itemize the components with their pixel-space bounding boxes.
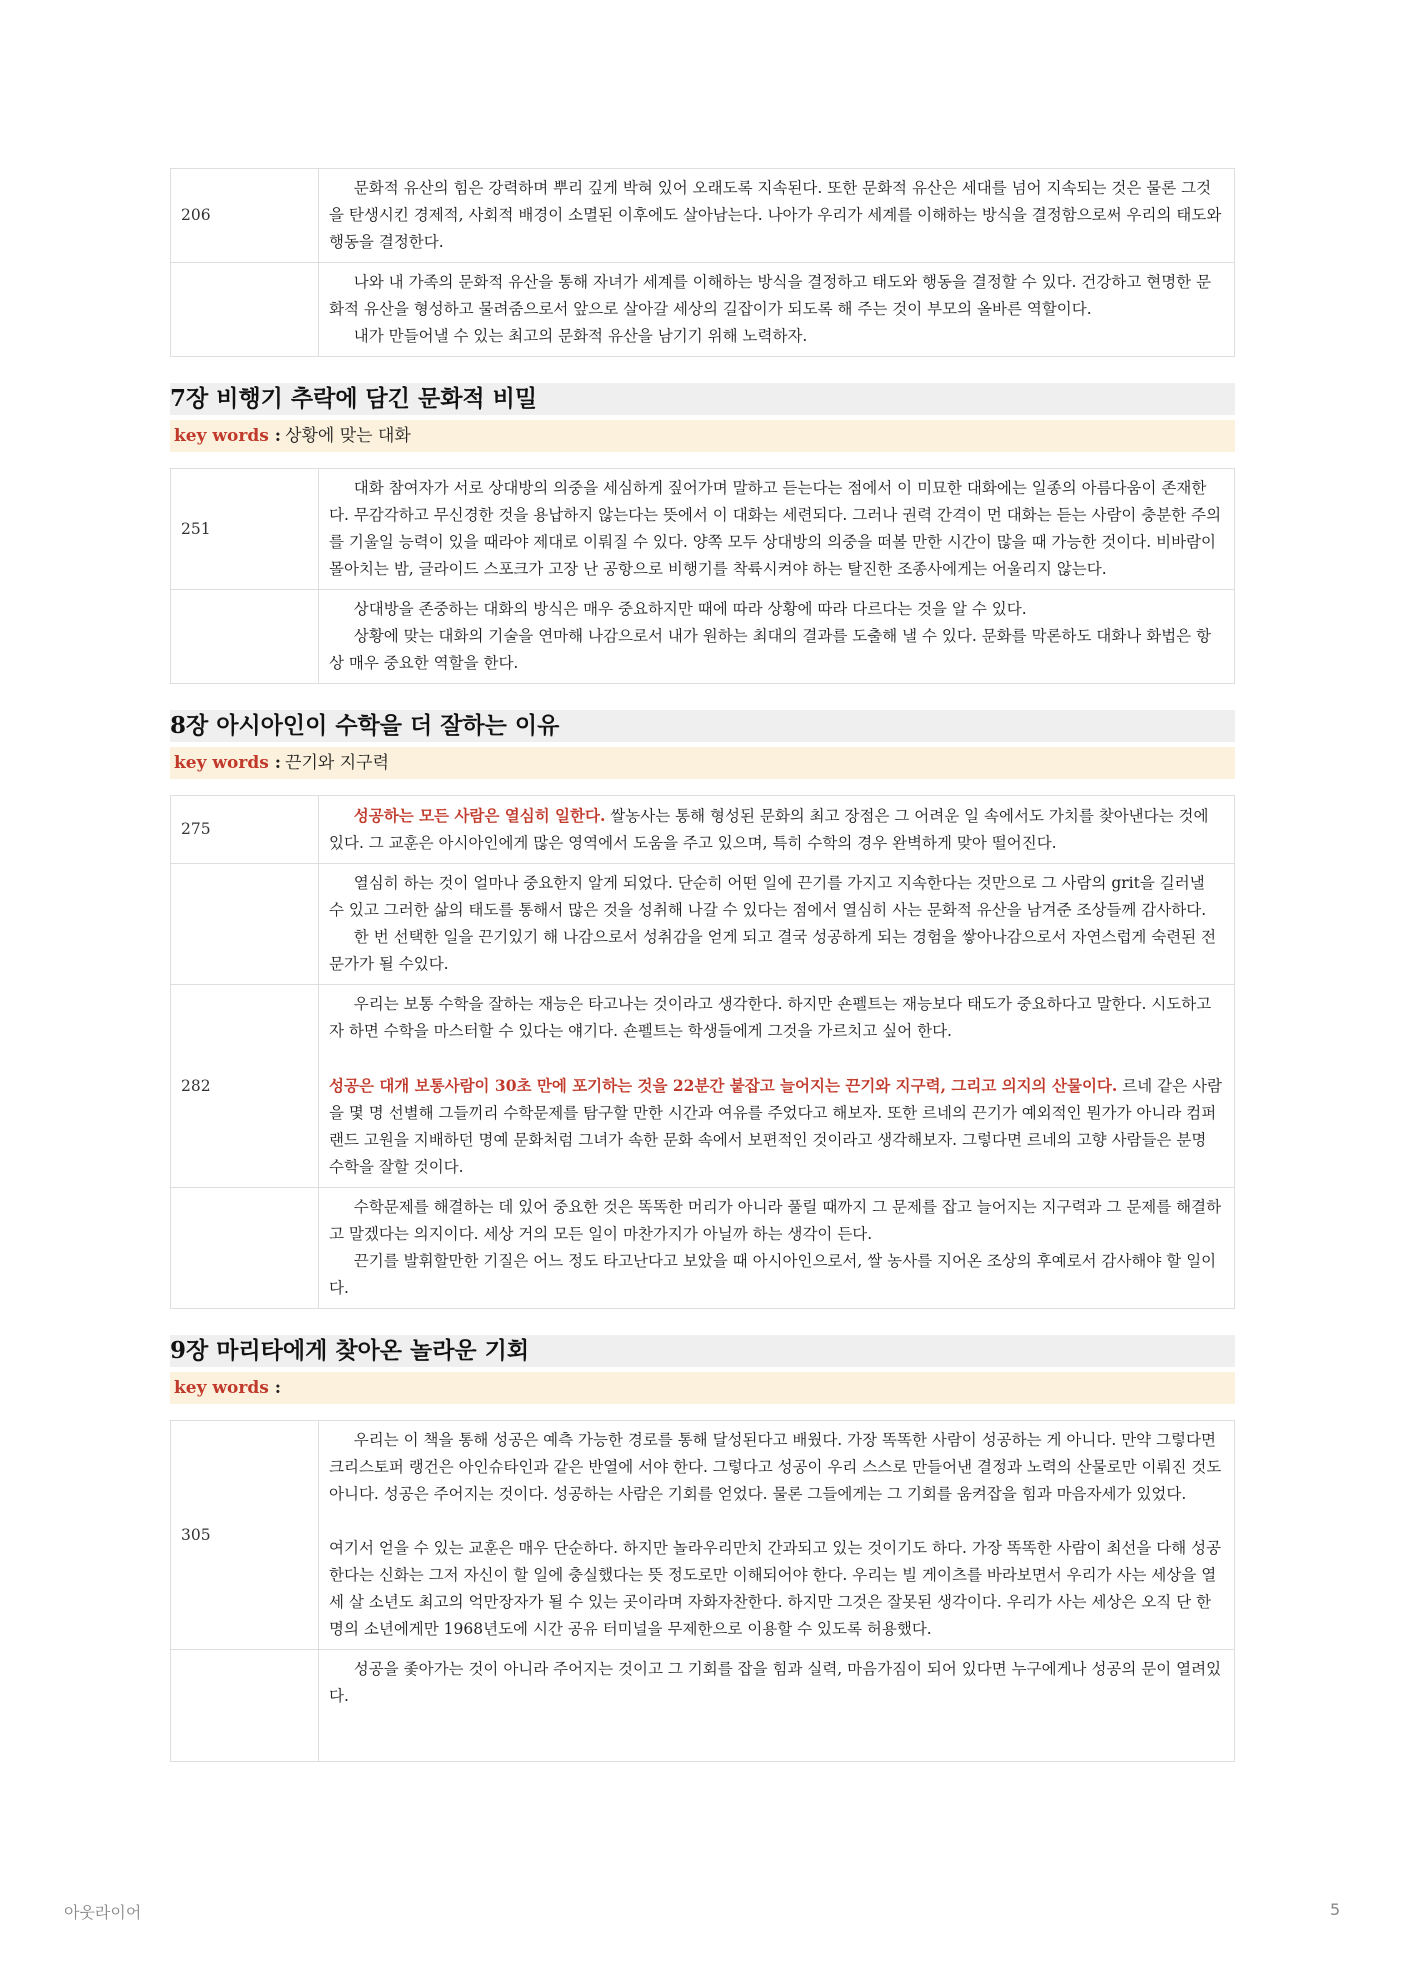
chapters (170, 383, 1235, 1762)
page-number-cell: 282 (171, 985, 319, 1188)
key-words-bar (170, 1372, 1235, 1404)
table-row (171, 169, 1235, 263)
page-number-cell (171, 864, 319, 985)
paragraph-text: 대화 참여자가 서로 상대방의 의중을 세심하게 짚어가며 말하고 듣는다는 점에서 이 미묘한 대화에는 일종의 아름다움이 존재한다. 무감각하고 무신경한 것을 용납하지 않는다는 뜻에서 이 대화는 세련되다. 그러나 권력 간격이 먼 대화는 듣는 사람이 충분한 주의를 기울일 능력이 있을 때라야 제대로 이뤄질 수 있다. 양쪽 모두 상대방의 의중을 떠볼 만한 시간이 많을 때 가능한 것이다. 비바람이 몰아치는 밤, 글라이드 스포크가 고장 난 공항으로 비행기를 착륙시켜야 하는 탈진한 조종사에게는 어울리지 않는다. (329, 479, 1222, 578)
page-number-cell: 305 (171, 1421, 319, 1650)
highlight-quote: 성공은 대개 보통사람이 30초 만에 포기하는 것을 22분간 붙잡고 늘어지는 끈기와 지구력, 그리고 의지의 산물이다. (329, 1076, 1118, 1095)
note-paragraph (329, 623, 1224, 677)
paragraph-text: 우리는 이 책을 통해 성공은 예측 가능한 경로를 통해 달성된다고 배웠다. 가장 똑똑한 사람이 성공하는 게 아니다. 만약 그렇다면 크리스토퍼 랭건은 아인슈타인과 같은 반열에 서야 한다. 그렇다고 성공이 우리 스스로 만들어낸 결정과 노력의 산물로만 이뤄진 것도 아니다. 성공은 주어지는 것이다. 성공하는 사람은 기회를 얻었다. 물론 그들에게는 그 기회를 움켜잡을 힘과 마음자세가 있었다. (329, 1431, 1222, 1503)
blank-line (329, 1045, 1224, 1072)
table-row (171, 263, 1235, 357)
key-words-bar (170, 420, 1235, 452)
page-number-cell: 251 (171, 469, 319, 590)
note-paragraph (329, 269, 1224, 323)
page-number-cell: 206 (171, 169, 319, 263)
note-cell (319, 796, 1235, 864)
paragraph-text: 상대방을 존중하는 대화의 방식은 매우 중요하지만 때에 따라 상황에 따라 다르다는 것을 알 수 있다. (353, 600, 1027, 618)
chapter-title: 7장 비행기 추락에 담긴 문화적 비밀 (170, 383, 1235, 415)
chapter-section (170, 1335, 1235, 1762)
footer-page-number: 5 (1330, 1900, 1341, 1919)
note-paragraph (329, 475, 1224, 583)
notes-table (170, 468, 1235, 684)
note-paragraph (329, 596, 1224, 623)
note-cell (319, 169, 1235, 263)
paragraph-text: 상황에 맞는 대화의 기술을 연마해 나감으로서 내가 원하는 최대의 결과를 도출해 낼 수 있다. 문화를 막론하도 대화나 화법은 항상 매우 중요한 역할을 한다. (329, 627, 1212, 672)
paragraph-text: 나와 내 가족의 문화적 유산을 통해 자녀가 세계를 이해하는 방식을 결정하고 태도와 행동을 결정할 수 있다. 건강하고 현명한 문화적 유산을 형성하고 물려줌으로서 앞으로 살아갈 세상의 길잡이가 되도록 해 주는 것이 부모의 올바른 역할이다. (329, 273, 1212, 318)
highlight-quote: 성공하는 모든 사람은 열심히 일한다. (353, 806, 606, 825)
note-cell (319, 864, 1235, 985)
note-paragraph (329, 991, 1224, 1045)
note-paragraph (329, 1427, 1224, 1508)
key-words-colon: : (274, 1378, 282, 1398)
page-number-cell (171, 1650, 319, 1762)
note-cell (319, 1188, 1235, 1309)
page-number-cell: 275 (171, 796, 319, 864)
table-row (171, 469, 1235, 590)
section-pre (170, 168, 1235, 357)
note-paragraph (329, 1248, 1224, 1302)
note-cell (319, 469, 1235, 590)
key-words-label: key words (174, 753, 269, 773)
table-row (171, 796, 1235, 864)
paragraph-text: 문화적 유산의 힘은 강력하며 뿌리 깊게 박혀 있어 오래도록 지속된다. 또한 문화적 유산은 세대를 넘어 지속되는 것은 물론 그것을 탄생시킨 경제적, 사회적 배경이 소멸된 이후에도 살아남는다. 나아가 우리가 세계를 이해하는 방식을 결정함으로써 우리의 태도와 행동을 결정한다. (329, 179, 1222, 251)
table-row (171, 1188, 1235, 1309)
table-row (171, 864, 1235, 985)
key-words-value: 끈기와 지구력 (285, 753, 389, 773)
note-paragraph (329, 870, 1224, 924)
paragraph-text: 열심히 하는 것이 얼마나 중요한지 알게 되었다. 단순히 어떤 일에 끈기를 가지고 지속한다는 것만으로 그 사람의 grit을 길러낼 수 있고 그러한 삶의 태도를 통해서 많은 것을 성취해 나갈 수 있다는 점에서 열심히 사는 문화적 유산을 남겨준 조상들께 감사하다. (329, 874, 1207, 919)
document-body (170, 168, 1235, 1762)
blank-line (329, 1508, 1224, 1535)
note-paragraph (329, 1072, 1224, 1181)
key-words-colon: : (274, 753, 282, 773)
note-paragraph (329, 1194, 1224, 1248)
paragraph-text: 끈기를 발휘할만한 기질은 어느 정도 타고난다고 보았을 때 아시아인으로서, 쌀 농사를 지어온 조상의 후예로서 감사해야 할 일이다. (329, 1252, 1217, 1297)
note-cell (319, 590, 1235, 684)
table-row (171, 590, 1235, 684)
chapter-title: 8장 아시아인이 수학을 더 잘하는 이유 (170, 710, 1235, 742)
chapter-section (170, 383, 1235, 684)
note-paragraph (329, 1656, 1224, 1710)
page-number-cell (171, 1188, 319, 1309)
key-words-colon: : (274, 426, 282, 446)
table-row (171, 985, 1235, 1188)
notes-table (170, 795, 1235, 1309)
note-cell (319, 1650, 1235, 1762)
note-paragraph (329, 1535, 1224, 1643)
note-paragraph (329, 175, 1224, 256)
paragraph-text: 르네 같은 사람을 몇 명 선별해 그들끼리 수학문제를 탐구할 만한 시간과 여유를 주었다고 해보자. 또한 르네의 끈기가 예외적인 뭔가가 아니라 컴퍼랜드 고원을 지배하던 명예 문화처럼 그녀가 속한 문화 속에서 보편적인 것이라고 생각해보자. 그렇다면 르네의 고향 사람들은 분명 수학을 잘할 것이다. (329, 1077, 1222, 1176)
paragraph-text: 한 번 선택한 일을 끈기있기 해 나감으로서 성취감을 얻게 되고 결국 성공하게 되는 경험을 쌓아나감으로서 자연스럽게 숙련된 전문가가 될 수있다. (329, 928, 1217, 973)
paragraph-text: 쌀농사는 통해 형성된 문화의 최고 장점은 그 어려운 일 속에서도 가치를 찾아낸다는 것에 있다. 그 교훈은 아시아인에게 많은 영역에서 도움을 주고 있으며, 특히 수학의 경우 완벽하게 맞아 떨어진다. (329, 807, 1209, 852)
paragraph-text: 수학문제를 해결하는 데 있어 중요한 것은 똑똑한 머리가 아니라 풀릴 때까지 그 문제를 잡고 늘어지는 지구력과 그 문제를 해결하고 말겠다는 의지이다. 세상 거의 모든 일이 마찬가지가 아닐까 하는 생각이 든다. (329, 1198, 1222, 1243)
note-paragraph (329, 924, 1224, 978)
key-words-value: 상황에 맞는 대화 (285, 426, 411, 446)
chapter-section (170, 710, 1235, 1309)
paragraph-text: 성공을 좇아가는 것이 아니라 주어지는 것이고 그 기회를 잡을 힘과 실력, 마음가짐이 되어 있다면 누구에게나 성공의 문이 열려있다. (329, 1660, 1222, 1705)
note-cell (319, 263, 1235, 357)
footer-book-title: 아웃라이어 (64, 1903, 142, 1922)
chapter-title: 9장 마리타에게 찾아온 놀라운 기회 (170, 1335, 1235, 1367)
page-number-cell (171, 590, 319, 684)
key-words-label: key words (174, 426, 269, 446)
note-paragraph (329, 323, 1224, 350)
note-paragraph (329, 802, 1224, 857)
paragraph-text: 여기서 얻을 수 있는 교훈은 매우 단순하다. 하지만 놀라우리만치 간과되고 있는 것이기도 하다. 가장 똑똑한 사람이 최선을 다해 성공한다는 신화는 그저 자신이 할 일에 충실했다는 뜻 정도로만 이해되어야 한다. 우리는 빌 게이츠를 바라보면서 우리가 사는 세상을 열세 살 소년도 최고의 억만장자가 될 수 있는 곳이라며 자화자찬한다. 하지만 그것은 잘못된 생각이다. 우리가 사는 세상은 오직 단 한 명의 소년에게만 1968년도에 시간 공유 터미널을 무제한으로 이용할 수 있도록 허용했다. (329, 1539, 1222, 1638)
notes-table (170, 168, 1235, 357)
notes-table (170, 1420, 1235, 1762)
page-number-cell (171, 263, 319, 357)
table-row (171, 1421, 1235, 1650)
note-cell (319, 985, 1235, 1188)
note-cell (319, 1421, 1235, 1650)
table-row (171, 1650, 1235, 1762)
paragraph-text: 우리는 보통 수학을 잘하는 재능은 타고나는 것이라고 생각한다. 하지만 숀펠트는 재능보다 태도가 중요하다고 말한다. 시도하고자 하면 수학을 마스터할 수 있다는 얘기다. 숀펠트는 학생들에게 그것을 가르치고 싶어 한다. (329, 995, 1212, 1040)
key-words-label: key words (174, 1378, 269, 1398)
key-words-bar (170, 747, 1235, 779)
paragraph-text: 내가 만들어낼 수 있는 최고의 문화적 유산을 남기기 위해 노력하자. (353, 327, 808, 345)
